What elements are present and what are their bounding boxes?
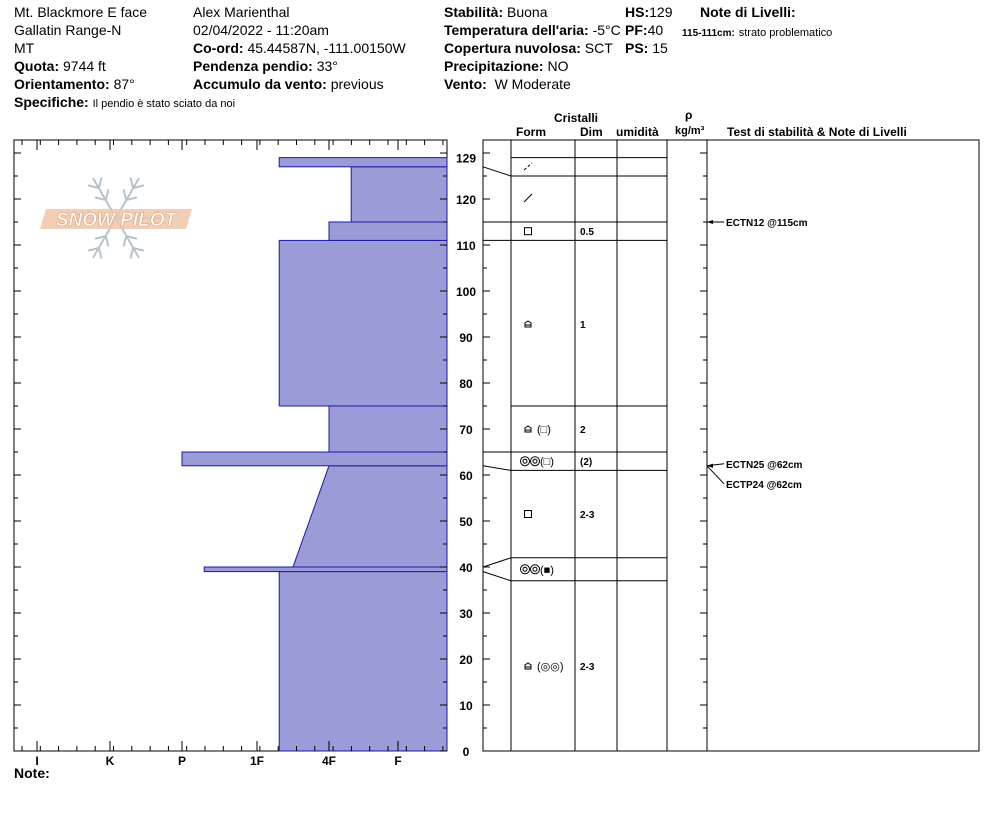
layer-note-text: strato problematico xyxy=(738,27,833,39)
logo-flake-branch xyxy=(130,177,133,188)
grain-form-depth_hoar-faceted- xyxy=(525,424,551,436)
layer-connector xyxy=(483,558,511,567)
grain-size: 2-3 xyxy=(580,510,595,521)
wind-acc-value: previous xyxy=(330,76,384,92)
grain-secondary: (□) xyxy=(540,456,554,469)
height-tick-label: 129 xyxy=(455,151,477,166)
hardness-tick-label: 4F xyxy=(321,754,337,768)
grain-size: 0.5 xyxy=(580,227,594,239)
notes-label: Note: xyxy=(14,765,50,781)
wind-value: W Moderate xyxy=(494,76,571,92)
melt-form-icon-inner xyxy=(533,459,537,463)
grain-form-melt_forms-crust- xyxy=(521,564,554,576)
spec-value: Il pendio è stato sciato da noi xyxy=(92,98,236,110)
temp-value: -5°C xyxy=(592,22,621,38)
grain-form-decomposing xyxy=(524,163,532,170)
hardness-profile xyxy=(182,158,447,751)
height-tick-label: 60 xyxy=(459,469,473,483)
hardness-layer xyxy=(204,567,447,572)
range: Gallatin Range-N xyxy=(14,22,122,38)
pf-value: 40 xyxy=(647,22,664,38)
orient-label: Orientamento: xyxy=(14,76,110,92)
height-tick-label: 30 xyxy=(459,607,473,621)
grain-size: 2-3 xyxy=(580,662,595,673)
cloud-value: SCT xyxy=(584,40,613,56)
coord-label: Co-ord: xyxy=(193,40,244,56)
height-tick-label: 80 xyxy=(459,377,473,391)
layer-notes-title: Note di Livelli: xyxy=(700,4,796,20)
test-leader xyxy=(707,466,724,484)
height-tick-label: 0 xyxy=(462,745,470,759)
col-cristalli: Cristalli xyxy=(554,111,599,125)
col-dim: Dim xyxy=(580,125,603,139)
hardness-layer xyxy=(293,466,447,567)
logo-flake-branch xyxy=(130,248,133,259)
logo-flake-branch xyxy=(99,177,102,188)
logo-flake-branch xyxy=(99,248,102,259)
hardness-layer xyxy=(279,158,447,167)
melt-form-icon xyxy=(521,565,530,574)
col-umidita: umidità xyxy=(616,125,659,139)
spec-label: Specifiche: xyxy=(14,94,89,110)
height-tick-label: 120 xyxy=(455,193,477,207)
faceted-icon xyxy=(525,511,532,518)
logo-text: SNOW PILOT xyxy=(55,210,177,231)
grain-form-melt_forms-faceted- xyxy=(521,456,554,468)
height-tick-label: 10 xyxy=(459,699,473,713)
quota-label: Quota: xyxy=(14,58,60,74)
test-label: ECTN12 @115cm xyxy=(726,218,808,229)
grain-form-depth_hoar xyxy=(525,321,531,327)
grain-size: 1 xyxy=(580,320,586,331)
precip-particle-icon xyxy=(524,194,532,202)
orient-value: 87° xyxy=(113,76,135,92)
grain-form-depth_hoar-melt_forms- xyxy=(525,661,564,673)
grain-form-faceted xyxy=(525,511,532,518)
col-rho-unit: kg/m³ xyxy=(675,125,705,137)
grain-secondary: (□) xyxy=(537,424,551,436)
hardness-tick-label: K xyxy=(105,754,115,768)
pf-label: PF: xyxy=(625,22,648,38)
hs-label: HS: xyxy=(625,4,650,20)
hardness-layer xyxy=(279,240,447,406)
hs-value: 129 xyxy=(649,4,673,20)
melt-form-icon xyxy=(521,457,530,466)
height-tick-label: 50 xyxy=(459,515,473,529)
stab-value: Buona xyxy=(507,4,548,20)
logo-flake-branch xyxy=(124,189,127,200)
melt-form-icon xyxy=(531,565,540,574)
col-form: Form xyxy=(516,125,546,139)
test-arrow xyxy=(707,220,713,224)
ps-value: 15 xyxy=(652,40,668,56)
layer-connector xyxy=(483,466,511,471)
height-tick-label: 100 xyxy=(455,285,477,299)
state: MT xyxy=(14,40,35,56)
hardness-layer xyxy=(351,167,447,222)
logo-flake-branch xyxy=(106,189,109,200)
observer: Alex Marienthal xyxy=(193,4,290,20)
layer-connector xyxy=(483,572,511,581)
location: Mt. Blackmore E face xyxy=(14,4,148,20)
layer-table-frame xyxy=(483,140,979,751)
grain-secondary: (◎◎) xyxy=(537,661,564,673)
melt-form-icon-inner xyxy=(523,459,527,463)
layer-table xyxy=(483,140,707,751)
grain-size: (2) xyxy=(580,457,593,469)
slope-label: Pendenza pendio: xyxy=(193,58,313,74)
logo-flake-branch xyxy=(106,236,109,247)
col-rho: ρ xyxy=(685,108,693,122)
test-label: ECTP24 @62cm xyxy=(726,479,802,491)
stab-label: Stabilità: xyxy=(444,4,504,20)
layer-note-range: 115-111cm: xyxy=(682,28,735,39)
coord-value: 45.44587N, -111.00150W xyxy=(247,40,406,56)
grain-form-faceted xyxy=(525,228,532,235)
test-label: ECTN25 @62cm xyxy=(726,459,803,471)
hardness-layer xyxy=(182,452,447,466)
height-tick-label: 40 xyxy=(459,561,473,575)
hardness-tick-label: 1F xyxy=(249,754,265,768)
slope-value: 33° xyxy=(316,58,338,74)
hardness-tick-label: P xyxy=(177,754,187,768)
hardness-layer xyxy=(329,222,447,240)
faceted-icon xyxy=(525,228,532,235)
melt-form-icon-inner xyxy=(523,567,527,571)
depth-hoar-icon xyxy=(525,663,531,669)
depth-hoar-icon xyxy=(525,426,531,432)
temp-label: Temperatura dell'aria: xyxy=(444,22,589,38)
grain-size: 2 xyxy=(580,425,586,436)
height-tick-label: 90 xyxy=(459,331,473,345)
melt-form-icon-inner xyxy=(533,567,537,571)
cloud-label: Copertura nuvolosa: xyxy=(444,40,581,56)
hardness-layer xyxy=(279,572,447,751)
datetime: 02/04/2022 - 11:20am xyxy=(193,22,329,38)
melt-form-icon xyxy=(531,457,540,466)
hardness-tick-label: I xyxy=(35,754,39,768)
depth-hoar-icon xyxy=(525,321,531,327)
logo-flake-branch xyxy=(124,236,127,247)
hardness-tick-label: F xyxy=(394,754,402,768)
wind-label: Vento: xyxy=(444,76,487,92)
hardness-layer xyxy=(329,406,447,452)
layer-connector xyxy=(483,167,511,176)
stability-tests xyxy=(707,218,808,491)
wind-acc-label: Accumulo da vento: xyxy=(193,76,327,92)
precip-label: Precipitazione: xyxy=(444,58,544,74)
height-tick-label: 70 xyxy=(459,423,473,437)
decomposing-icon xyxy=(524,163,532,170)
precip-value: NO xyxy=(547,58,569,74)
quota-value: 9744 ft xyxy=(63,58,106,74)
grain-secondary: (■) xyxy=(540,564,554,577)
ps-label: PS: xyxy=(625,40,649,56)
snowpilot-logo xyxy=(40,177,192,258)
height-tick-label: 110 xyxy=(456,239,476,253)
height-tick-label: 20 xyxy=(459,653,473,667)
col-tests: Test di stabilità & Note di Livelli xyxy=(727,125,907,139)
grain-form-precip xyxy=(524,194,532,202)
